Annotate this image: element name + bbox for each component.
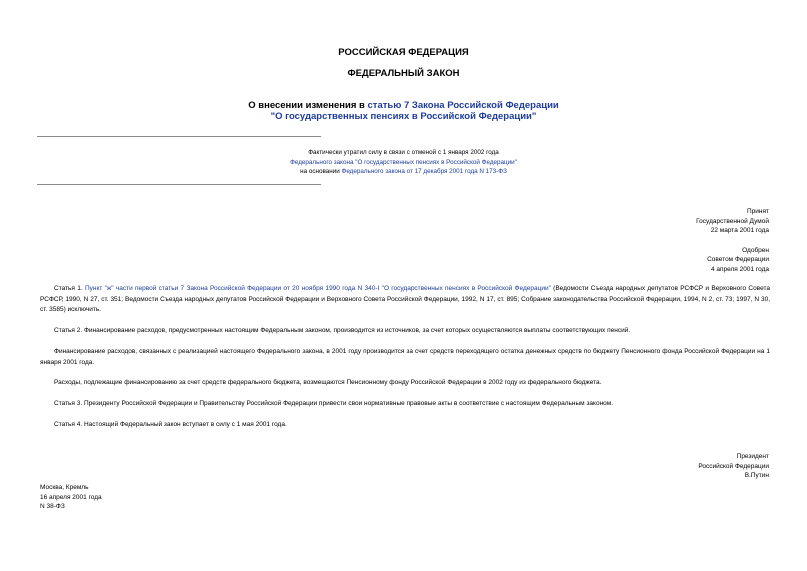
article-3	[40, 399, 770, 410]
approved-label: Одобрен	[742, 246, 769, 254]
country-heading: РОССИЙСКАЯ ФЕДЕРАЦИЯ	[338, 47, 469, 58]
status-note-line1: Фактически утратил силу в связи с отменой с 1 января 2002 года	[308, 149, 499, 156]
footer-number: N 38-ФЗ	[40, 503, 65, 511]
status-note	[0, 148, 807, 177]
status-note-link-law[interactable]: Федерального закона "О государственных пенсиях в Российской Федерации"	[290, 158, 517, 166]
title-prefix: О внесении изменения в	[248, 100, 368, 111]
article-4	[40, 420, 770, 431]
article-2-paragraph-3-text: Расходы, подлежащие финансированию за счет средств федерального бюджета, возмещаются Пенсионному фонду Российской Федерации в 2002 году из федерального бюджета.	[54, 379, 602, 386]
adopted-by: Государственной Думой	[696, 217, 769, 225]
signature-title: Президент	[736, 453, 769, 460]
divider-bottom	[37, 184, 321, 185]
signature-block	[469, 452, 769, 481]
title-link-law[interactable]: "О государственных пенсиях в Российской Федерации"	[270, 111, 537, 122]
divider-top	[37, 136, 321, 137]
article-2-paragraph-2	[40, 347, 770, 368]
footer-date: 16 апреля 2001 года	[40, 493, 102, 501]
adopted-date: 22 марта 2001 года	[710, 227, 769, 235]
law-title	[0, 100, 807, 122]
article-1-prefix: Статья 1.	[54, 285, 85, 292]
footer-place: Москва, Кремль	[40, 484, 89, 491]
adoption-block	[469, 207, 769, 275]
status-note-link-basis[interactable]: Федерального закона от 17 декабря 2001 года N 173-ФЗ	[341, 168, 507, 175]
adopted-label: Принят	[746, 208, 769, 215]
title-link-article[interactable]: статью 7 Закона Российской Федерации	[367, 100, 559, 111]
article-1	[40, 284, 770, 316]
approved-date: 4 апреля 2001 года	[710, 265, 769, 273]
article-2-text: Статья 2. Финансирование расходов, предусмотренных настоящим Федеральным законом, производится из источников, за счет которых осуществляются выплаты соответствующих пенсий.	[54, 327, 631, 334]
article-1-link[interactable]: Пункт "ж" части первой статьи 7 Закона Российской Федерации от 20 ноября 1990 года N 340-I "О государственных пенсиях в Российской Федерации"	[84, 285, 551, 292]
document-type-heading: ФЕДЕРАЛЬНЫЙ ЗАКОН	[347, 68, 460, 79]
status-note-prefix: на основании	[300, 168, 342, 175]
article-4-text: Статья 4. Настоящий Федеральный закон вступает в силу с 1 мая 2001 года.	[54, 421, 287, 428]
article-2-paragraph-2-text: Финансирование расходов, связанных с реализацией настоящего Федерального закона, в 2001 году производится за счет средств переходящего остатка денежных средств по бюджету Пенсионного фонда Российской Федерации на 1 января 2001 года.	[40, 348, 770, 366]
footer-block	[40, 483, 240, 512]
signature-name: В.Путин	[744, 472, 769, 480]
article-2-paragraph-3	[40, 378, 770, 389]
article-1-text: (Ведомости Съезда народных депутатов РСФСР и Верховного Совета РСФСР, 1990, N 27, ст. 351; Ведомости Съезда народных депутатов Российской Федерации и Верховного Совета Российской Федерации, 1992, N 17, ст. 895; Собрание законодательства Российской Федерации, 1994, N 2, ст. 73; 1997, N 30, ст. 3585) исключить.	[40, 285, 770, 314]
article-2	[40, 326, 770, 337]
article-3-text: Статья 3. Президенту Российской Федерации и Правительству Российской Федерации привести свои нормативные правовые акты в соответствие с настоящим Федеральным законом.	[54, 400, 614, 407]
signature-office: Российской Федерации	[698, 462, 769, 470]
approved-by: Советом Федерации	[707, 256, 769, 264]
